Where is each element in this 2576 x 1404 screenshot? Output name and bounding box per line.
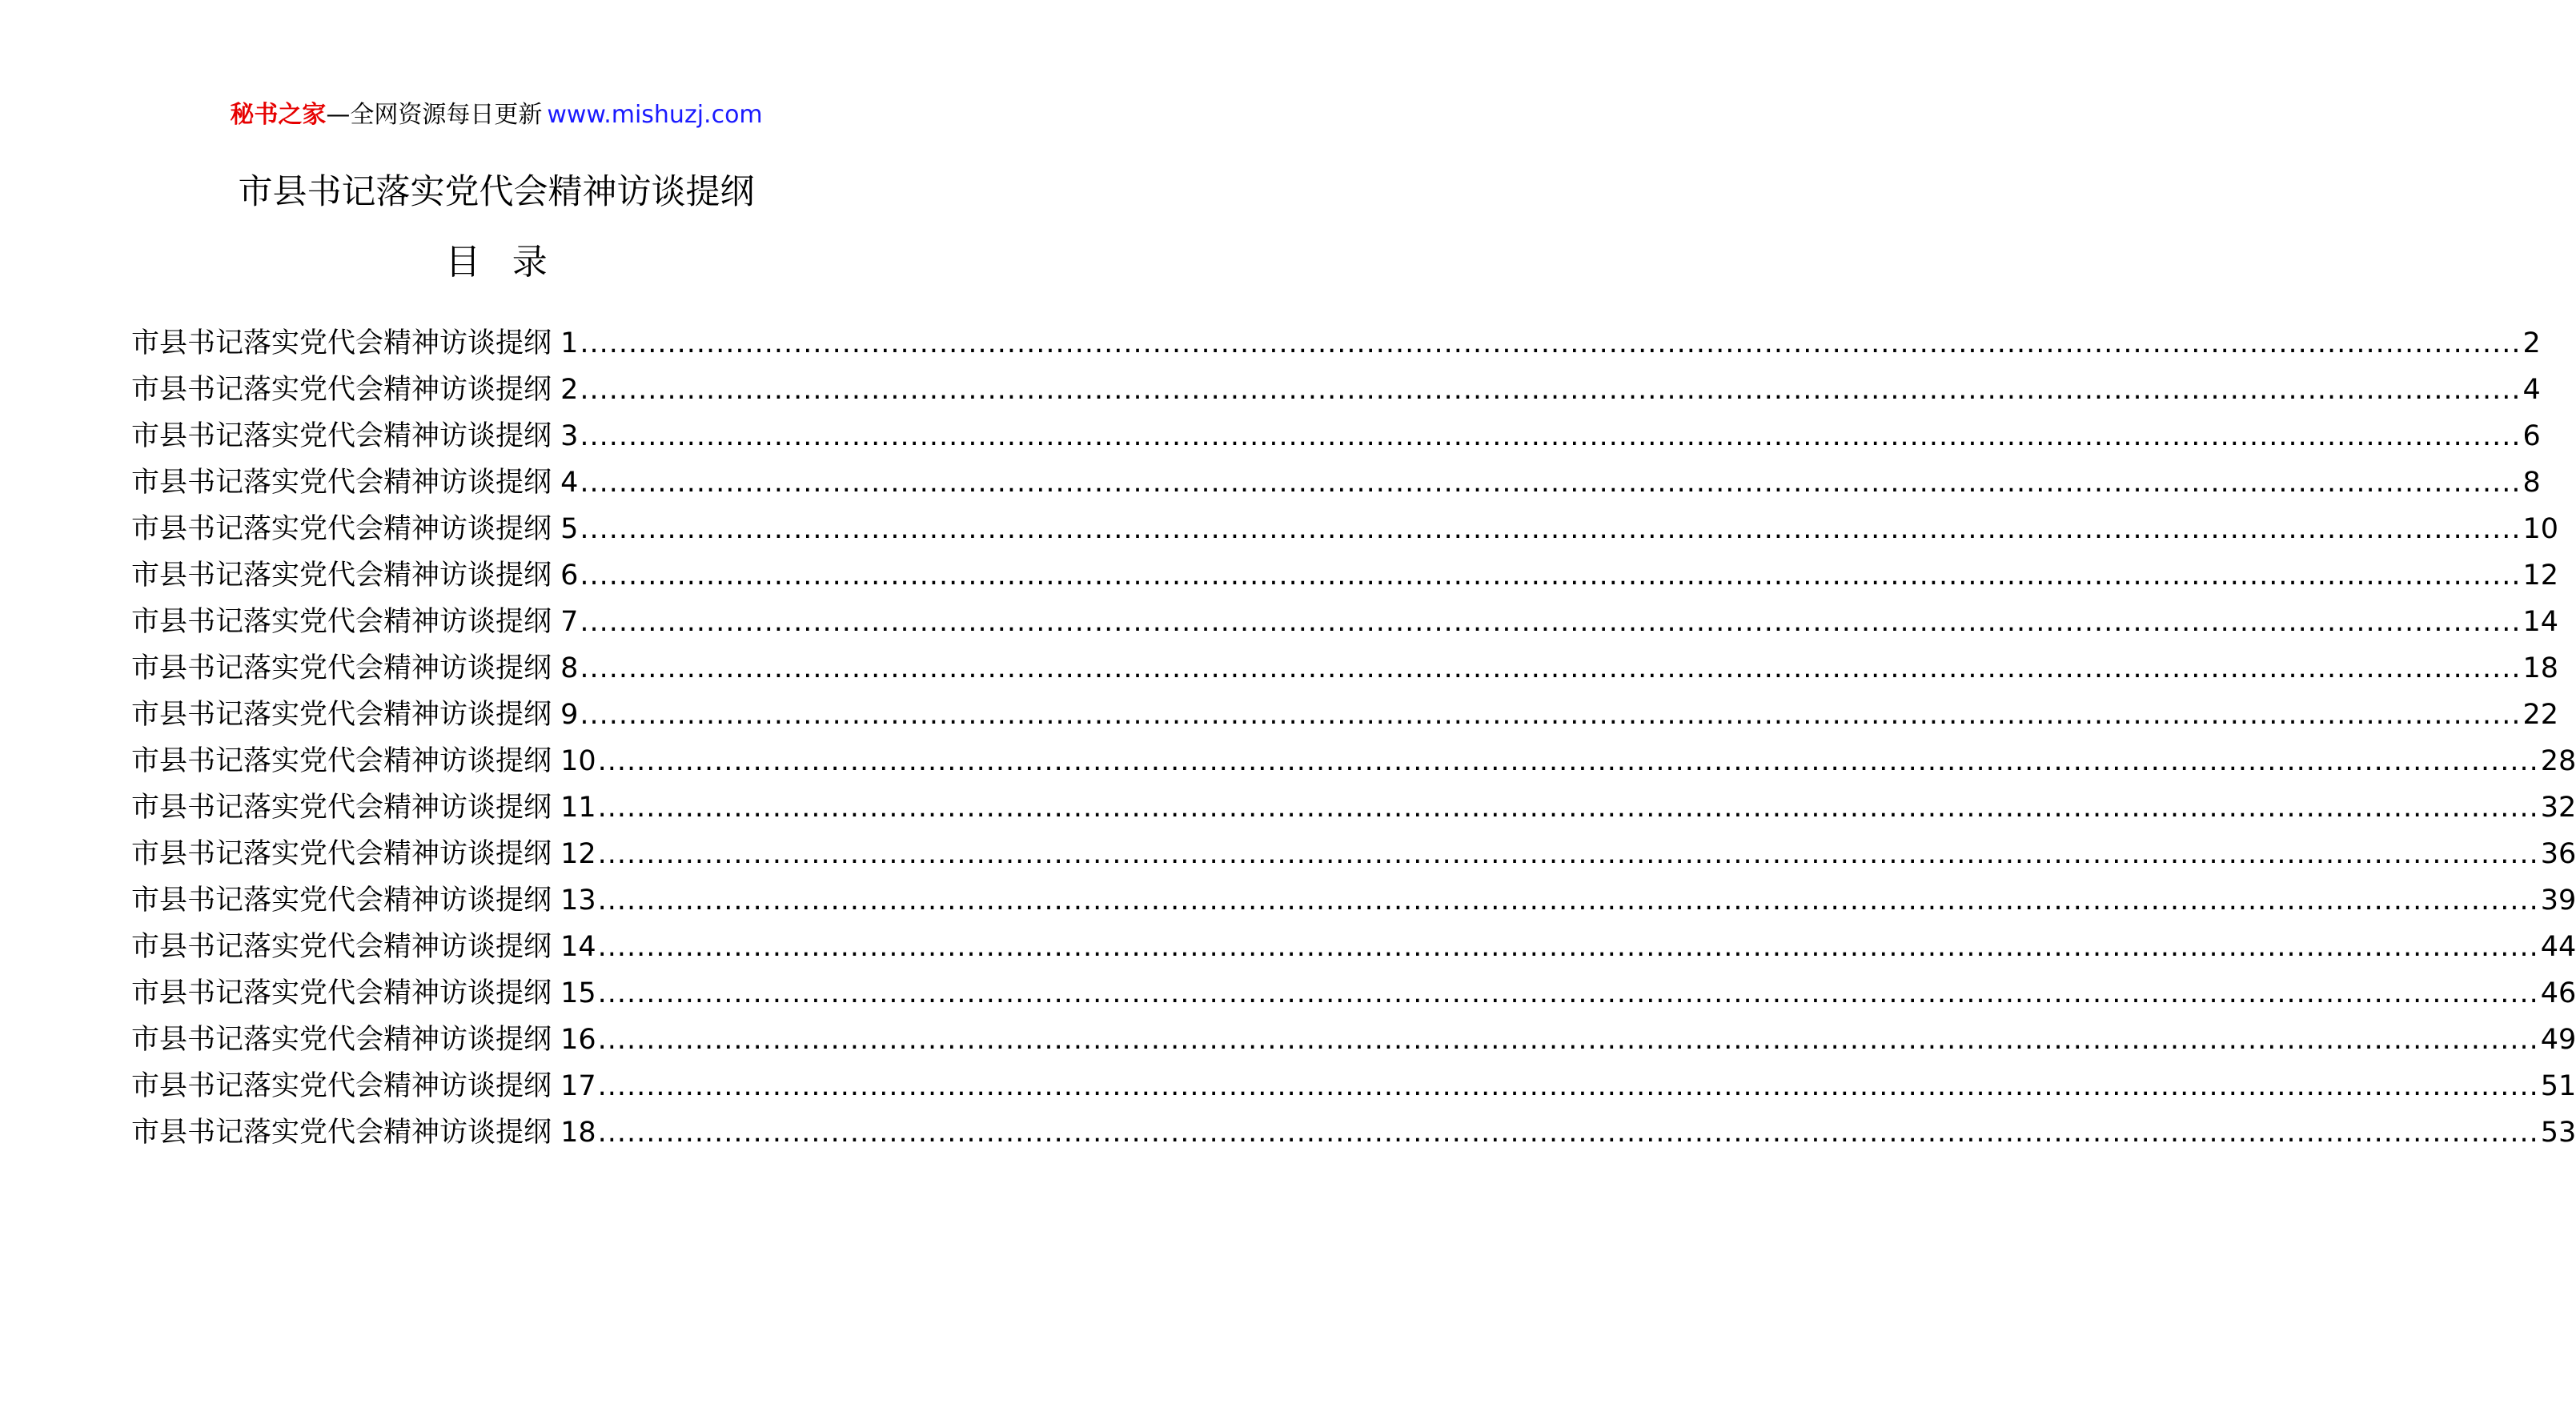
toc-entry-page-number: 28 bbox=[2540, 745, 2576, 777]
toc-entry[interactable] bbox=[131, 459, 2541, 506]
toc-entry-page-number: 53 bbox=[2540, 1117, 2576, 1149]
toc-entry-label: 市县书记落实党代会精神访谈提纲 15 bbox=[131, 977, 596, 1009]
toc-dot-leader: ........................................................................................................................................................................................................ bbox=[580, 606, 2522, 638]
toc-entry[interactable] bbox=[131, 1063, 2576, 1109]
toc-entry-page-number: 10 bbox=[2522, 513, 2559, 545]
toc-entry-page-number: 32 bbox=[2540, 792, 2576, 824]
toc-entry-label: 市县书记落实党代会精神访谈提纲 10 bbox=[131, 745, 596, 777]
toc-entry-page-number: 22 bbox=[2522, 699, 2559, 731]
toc-dot-leader: ........................................................................................................................................................................................................ bbox=[597, 792, 2539, 824]
toc-dot-leader: ........................................................................................................................................................................................................ bbox=[580, 327, 2522, 359]
site-header bbox=[0, 99, 993, 131]
site-tagline: —全网资源每日更新 bbox=[326, 101, 543, 129]
toc-entry[interactable] bbox=[131, 506, 2559, 552]
toc-entry-label: 市县书记落实党代会精神访谈提纲 9 bbox=[131, 699, 579, 731]
toc-dot-leader: ........................................................................................................................................................................................................ bbox=[580, 420, 2522, 452]
toc-entry-label: 市县书记落实党代会精神访谈提纲 14 bbox=[131, 931, 596, 963]
toc-entry-label: 市县书记落实党代会精神访谈提纲 1 bbox=[131, 327, 579, 359]
site-brand: 秘书之家 bbox=[230, 101, 327, 129]
toc-entry-page-number: 4 bbox=[2522, 374, 2541, 406]
toc-entry-label: 市县书记落实党代会精神访谈提纲 5 bbox=[131, 513, 579, 545]
toc-entry-label: 市县书记落实党代会精神访谈提纲 18 bbox=[131, 1117, 596, 1149]
toc-dot-leader: ........................................................................................................................................................................................................ bbox=[597, 931, 2539, 963]
toc-dot-leader: ........................................................................................................................................................................................................ bbox=[597, 1024, 2539, 1056]
toc-entry-page-number: 49 bbox=[2540, 1024, 2576, 1056]
toc-entry[interactable] bbox=[131, 970, 2576, 1017]
toc-entry-page-number: 12 bbox=[2522, 560, 2559, 592]
toc-entry[interactable] bbox=[131, 784, 2576, 831]
toc-entry-label: 市县书记落实党代会精神访谈提纲 11 bbox=[131, 792, 596, 824]
toc-dot-leader: ........................................................................................................................................................................................................ bbox=[580, 652, 2522, 684]
document-title: 市县书记落实党代会精神访谈提纲 bbox=[238, 172, 755, 212]
toc-entry-page-number: 39 bbox=[2540, 885, 2576, 917]
toc-entry-page-number: 46 bbox=[2540, 977, 2576, 1009]
toc-dot-leader: ........................................................................................................................................................................................................ bbox=[597, 1117, 2539, 1149]
toc-entry-page-number: 2 bbox=[2522, 327, 2541, 359]
toc-entry[interactable] bbox=[131, 645, 2559, 692]
toc-dot-leader: ........................................................................................................................................................................................................ bbox=[580, 467, 2522, 499]
table-of-contents bbox=[131, 320, 2576, 1156]
toc-entry[interactable] bbox=[131, 367, 2541, 413]
toc-dot-leader: ........................................................................................................................................................................................................ bbox=[597, 745, 2539, 777]
toc-entry[interactable] bbox=[131, 831, 2576, 877]
toc-entry[interactable] bbox=[131, 924, 2576, 970]
toc-entry-label: 市县书记落实党代会精神访谈提纲 4 bbox=[131, 467, 579, 499]
toc-entry-label: 市县书记落实党代会精神访谈提纲 13 bbox=[131, 885, 596, 917]
toc-entry-page-number: 51 bbox=[2540, 1070, 2576, 1102]
toc-entry[interactable] bbox=[131, 413, 2541, 459]
toc-dot-leader: ........................................................................................................................................................................................................ bbox=[580, 560, 2522, 592]
toc-entry[interactable] bbox=[131, 738, 2576, 784]
toc-entry-page-number: 18 bbox=[2522, 652, 2559, 684]
toc-dot-leader: ........................................................................................................................................................................................................ bbox=[597, 977, 2539, 1009]
toc-dot-leader: ........................................................................................................................................................................................................ bbox=[597, 1070, 2539, 1102]
toc-dot-leader: ........................................................................................................................................................................................................ bbox=[580, 374, 2522, 406]
toc-entry[interactable] bbox=[131, 877, 2576, 924]
toc-entry[interactable] bbox=[131, 1017, 2576, 1063]
toc-entry-label: 市县书记落实党代会精神访谈提纲 3 bbox=[131, 420, 579, 452]
toc-entry-label: 市县书记落实党代会精神访谈提纲 7 bbox=[131, 606, 579, 638]
site-url-link[interactable]: www.mishuzj.com bbox=[547, 101, 763, 129]
toc-entry-label: 市县书记落实党代会精神访谈提纲 17 bbox=[131, 1070, 596, 1102]
toc-entry[interactable] bbox=[131, 599, 2559, 645]
toc-entry[interactable] bbox=[131, 320, 2541, 367]
toc-entry[interactable] bbox=[131, 1109, 2576, 1156]
toc-dot-leader: ........................................................................................................................................................................................................ bbox=[597, 838, 2539, 870]
toc-dot-leader: ........................................................................................................................................................................................................ bbox=[580, 513, 2522, 545]
toc-entry-label: 市县书记落实党代会精神访谈提纲 16 bbox=[131, 1024, 596, 1056]
toc-entry-label: 市县书记落实党代会精神访谈提纲 6 bbox=[131, 560, 579, 592]
toc-entry-page-number: 36 bbox=[2540, 838, 2576, 870]
toc-entry-page-number: 8 bbox=[2522, 467, 2541, 499]
toc-entry-label: 市县书记落实党代会精神访谈提纲 12 bbox=[131, 838, 596, 870]
toc-entry-label: 市县书记落实党代会精神访谈提纲 8 bbox=[131, 652, 579, 684]
toc-entry[interactable] bbox=[131, 692, 2559, 738]
toc-dot-leader: ........................................................................................................................................................................................................ bbox=[580, 699, 2522, 731]
toc-dot-leader: ........................................................................................................................................................................................................ bbox=[597, 885, 2539, 917]
toc-entry-page-number: 14 bbox=[2522, 606, 2559, 638]
toc-entry-label: 市县书记落实党代会精神访谈提纲 2 bbox=[131, 374, 579, 406]
toc-entry-page-number: 44 bbox=[2540, 931, 2576, 963]
toc-entry-page-number: 6 bbox=[2522, 420, 2541, 452]
toc-heading: 目录 bbox=[445, 242, 580, 283]
toc-entry[interactable] bbox=[131, 552, 2559, 599]
